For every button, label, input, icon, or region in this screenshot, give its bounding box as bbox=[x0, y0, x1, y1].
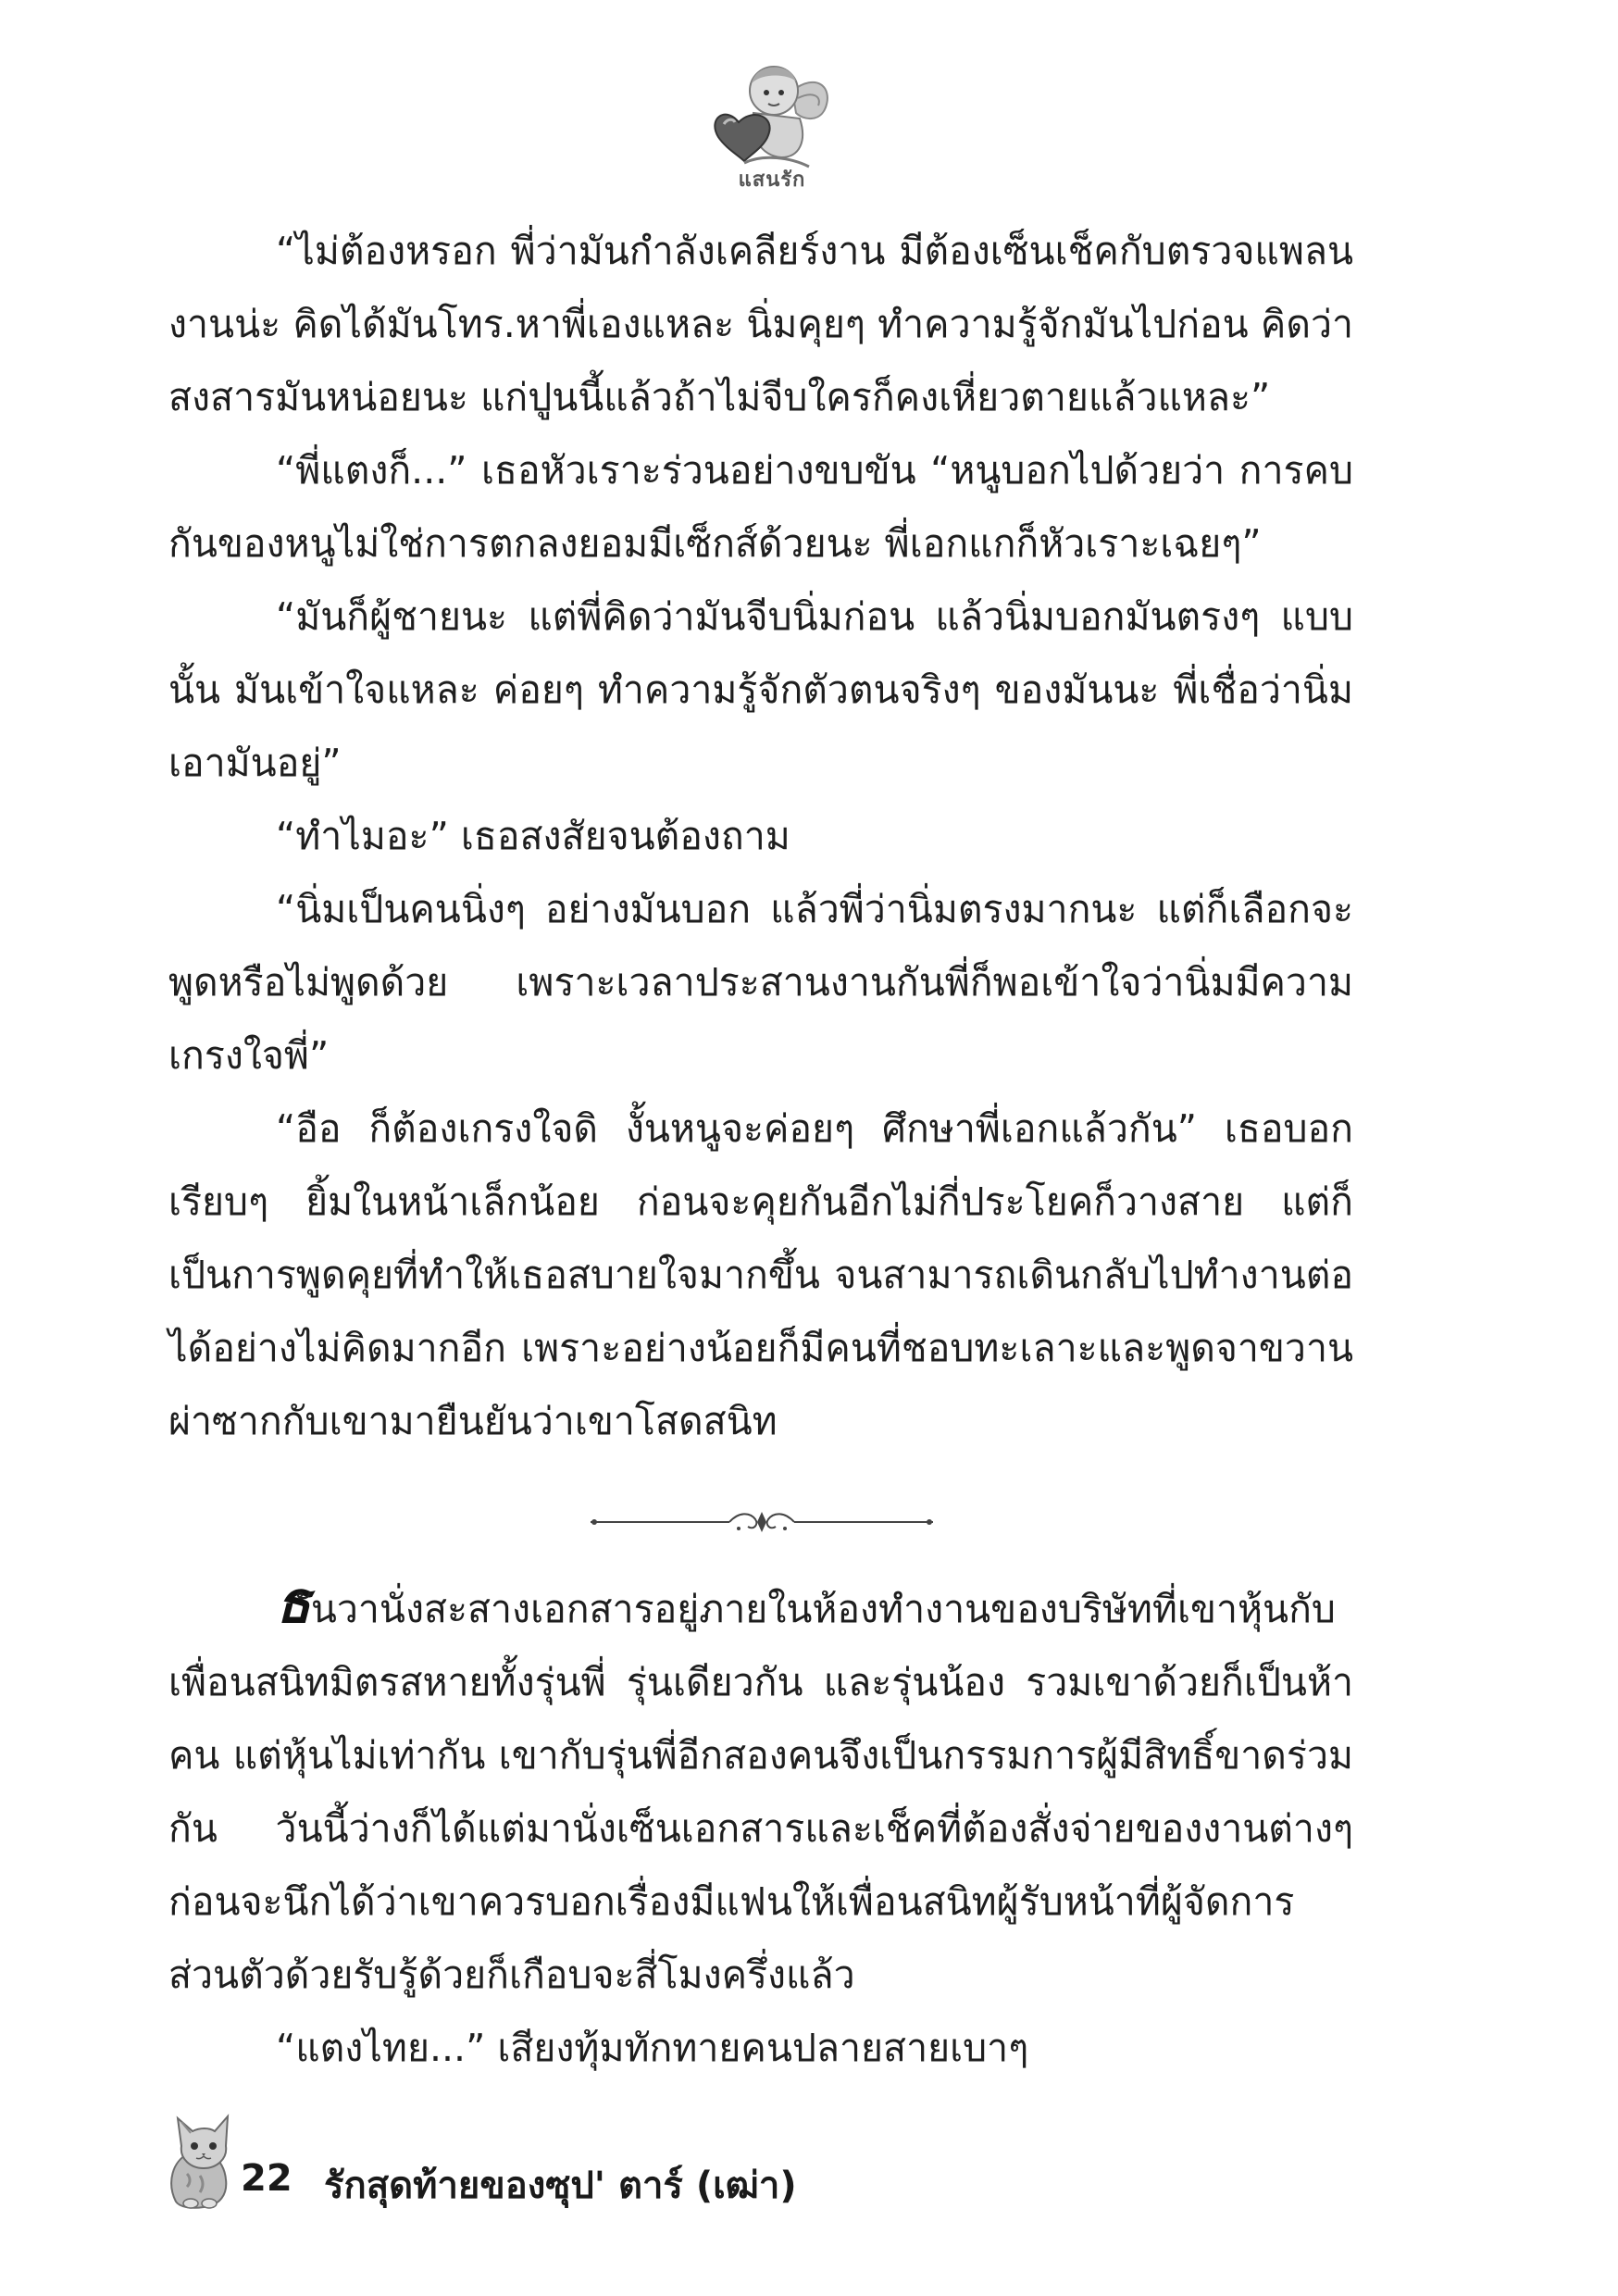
kitten-icon bbox=[163, 2109, 237, 2209]
paragraph: “ทำไมอะ” เธอสงสัยจนต้องถาม bbox=[276, 814, 790, 858]
paragraph: “แตงไทย...” เสียงทุ้มทักทายคนปลายสายเบาๆ bbox=[276, 2026, 1029, 2070]
logo-text: แสนรัก bbox=[738, 168, 806, 192]
page-number: 22 bbox=[241, 2157, 292, 2200]
ornament-divider-icon bbox=[591, 1508, 933, 1536]
body-text bbox=[168, 215, 1353, 2085]
paragraph: “ไม่ต้องหรอก พี่ว่ามันกำลังเคลียร์งาน มีต้องเซ็นเช็คกับตรวจแพลนงานน่ะ คิดได้มันโทร.หาพี่เองแหละ นิ่มคุยๆ ทำความรู้จักมันไปก่อน คิดว่าสงสารมันหน่อยนะ แก่ปูนนี้แล้วถ้าไม่จีบใครก็คงเหี่ยวตายแล้วแหละ” bbox=[168, 229, 1353, 419]
publisher-logo bbox=[707, 54, 837, 193]
paragraph: “มันก็ผู้ชายนะ แต่พี่คิดว่ามันจีบนิ่มก่อน แล้วนิ่มบอกมันตรงๆ แบบนั้น มันเข้าใจแหละ ค่อยๆ ทำความรู้จักตัวตนจริงๆ ของมันนะ พี่เชื่อว่านิ่มเอามันอยู่” bbox=[168, 594, 1353, 785]
paragraph: “นิ่มเป็นคนนิ่งๆ อย่างมันบอก แล้วพี่ว่านิ่มตรงมากนะ แต่ก็เลือกจะพูดหรือไม่พูดด้วย เพราะเวลาประสานงานกันพี่ก็พอเข้าใจว่านิ่มมีความเกรงใจพี่” bbox=[168, 887, 1353, 1078]
cherub-with-heart-icon bbox=[707, 54, 837, 172]
section-divider bbox=[168, 1464, 1353, 1573]
paragraph: “พี่แตงก็...” เธอหัวเราะร่วนอย่างขบขัน “หนูบอกไปด้วยว่า การคบกันของหนูไม่ใช่การตกลงยอมมีเซ็กส์ด้วยนะ พี่เอกแกก็หัวเราะเฉยๆ” bbox=[168, 448, 1353, 566]
book-title: รักสุดท้ายของซุป' ตาร์ (เฒ่า) bbox=[324, 2165, 797, 2207]
paragraph: “อือ ก็ต้องเกรงใจดิ งั้นหนูจะค่อยๆ ศึกษาพี่เอกแล้วกัน” เธอบอกเรียบๆ ยิ้มในหน้าเล็กน้อย ก่อนจะคุยกันอีกไม่กี่ประโยคก็วางสาย แต่ก็เป็นการพูดคุยที่ทำให้เธอสบายใจมากขึ้น จนสามารถเดินกลับไปทำงานต่อได้อย่างไม่คิดมากอีก เพราะอย่างน้อยก็มีคนที่ชอบทะเลาะและพูดจาขวานผ่าซากกับเขามายืนยันว่าเขาโสดสนิท bbox=[168, 1106, 1353, 1443]
drop-cap: ธ bbox=[276, 1568, 311, 1636]
paragraph-text: ันวานั่งสะสางเอกสารอยู่ภายในห้องทำงานของบริษัทที่เขาหุ้นกับเพื่อนสนิทมิตรสหายทั้งรุ่นพี่ รุ่นเดียวกัน และรุ่นน้อง รวมเขาด้วยก็เป็นห้าคน แต่หุ้นไม่เท่ากัน เขากับรุ่นพี่อีกสองคนจึงเป็นกรรมการผู้มีสิทธิ์ขาดร่วมกัน วันนี้ว่างก็ได้แต่มานั่งเซ็นเอกสารและเช็คที่ต้องสั่งจ่ายของงานต่างๆ ก่อนจะนึกได้ว่าเขาควรบอกเรื่องมีแฟนให้เพื่อนสนิทผู้รับหน้าที่ผู้จัดการส่วนตัวด้วยรับรู้ด้วยก็เกือบจะสี่โมงครึ่งแล้ว bbox=[168, 1587, 1353, 1997]
page-footer bbox=[163, 2109, 1366, 2220]
section-paragraph bbox=[168, 1568, 1353, 2012]
